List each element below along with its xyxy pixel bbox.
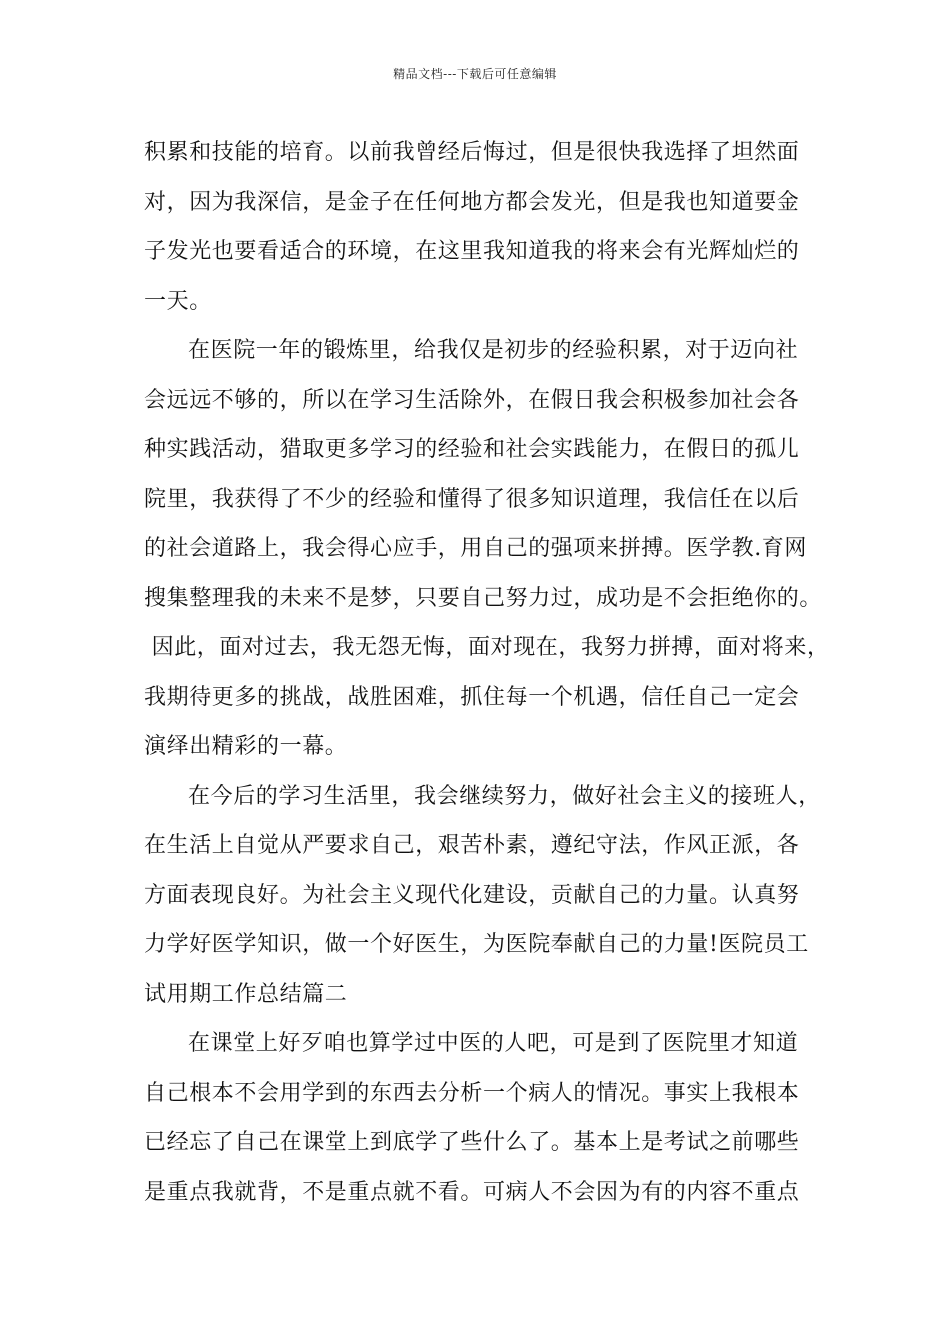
document-body bbox=[144, 128, 830, 1217]
text-line: 种实践活动，猎取更多学习的经验和社会实践能力，在假日的孤儿 bbox=[144, 437, 800, 462]
section-title-line: 试用期工作总结篇二 bbox=[144, 981, 348, 1007]
text-line: 搜集整理我的未来不是梦，只要自己努力过，成功是不会拒绝你的。 bbox=[144, 585, 823, 611]
text-line: 子发光也要看适合的环境，在这里我知道我的将来会有光辉灿烂的 bbox=[144, 239, 800, 264]
text-line: 积累和技能的培育。以前我曾经后悔过，但是很快我选择了坦然面 bbox=[144, 140, 800, 165]
text-line: 因此，面对过去，我无怨无悔，面对现在，我努力拼搏，面对将来， bbox=[144, 635, 830, 660]
text-line: 的社会道路上，我会得心应手，用自己的强项来拼搏。医学教.育网 bbox=[144, 536, 807, 561]
text-line: 会远远不够的，所以在学习生活除外，在假日我会积极参加社会各 bbox=[144, 387, 800, 413]
text-line: 力学好医学知识，做一个好医生，为医院奉献自己的力量!医院员工 bbox=[144, 932, 809, 957]
text-line: 我期待更多的挑战，战胜困难，抓住每一个机遇，信任自己一定会 bbox=[144, 684, 800, 710]
text-line: 院里，我获得了不少的经验和懂得了很多知识道理，我信任在以后 bbox=[144, 486, 800, 512]
paragraph-first-line: 在医院一年的锻炼里，给我仅是初步的经验积累，对于迈向社 bbox=[188, 338, 799, 363]
page-header: 精品文档---下载后可任意编辑 bbox=[393, 67, 557, 81]
text-line: 自己根本不会用学到的东西去分析一个病人的情况。事实上我根本 bbox=[144, 1080, 800, 1106]
text-line: 方面表现良好。为社会主义现代化建设，贡献自己的力量。认真努 bbox=[144, 882, 800, 908]
text-line: 对，因为我深信，是金子在任何地方都会发光，但是我也知道要金 bbox=[144, 189, 800, 215]
paragraph-first-line: 在课堂上好歹咱也算学过中医的人吧，可是到了医院里才知道 bbox=[188, 1031, 799, 1056]
paragraph-first-line: 在今后的学习生活里，我会继续努力，做好社会主义的接班人， bbox=[188, 783, 821, 809]
text-line: 在生活上自觉从严要求自己，艰苦朴素，遵纪守法，作风正派，各 bbox=[144, 833, 800, 858]
text-line: 演绎出精彩的一幕。 bbox=[144, 734, 348, 759]
text-line: 是重点我就背，不是重点就不看。可病人不会因为有的内容不重点 bbox=[144, 1179, 800, 1205]
text-line: 已经忘了自己在课堂上到底学了些什么了。基本上是考试之前哪些 bbox=[144, 1130, 800, 1155]
text-line: 一天。 bbox=[144, 288, 212, 314]
